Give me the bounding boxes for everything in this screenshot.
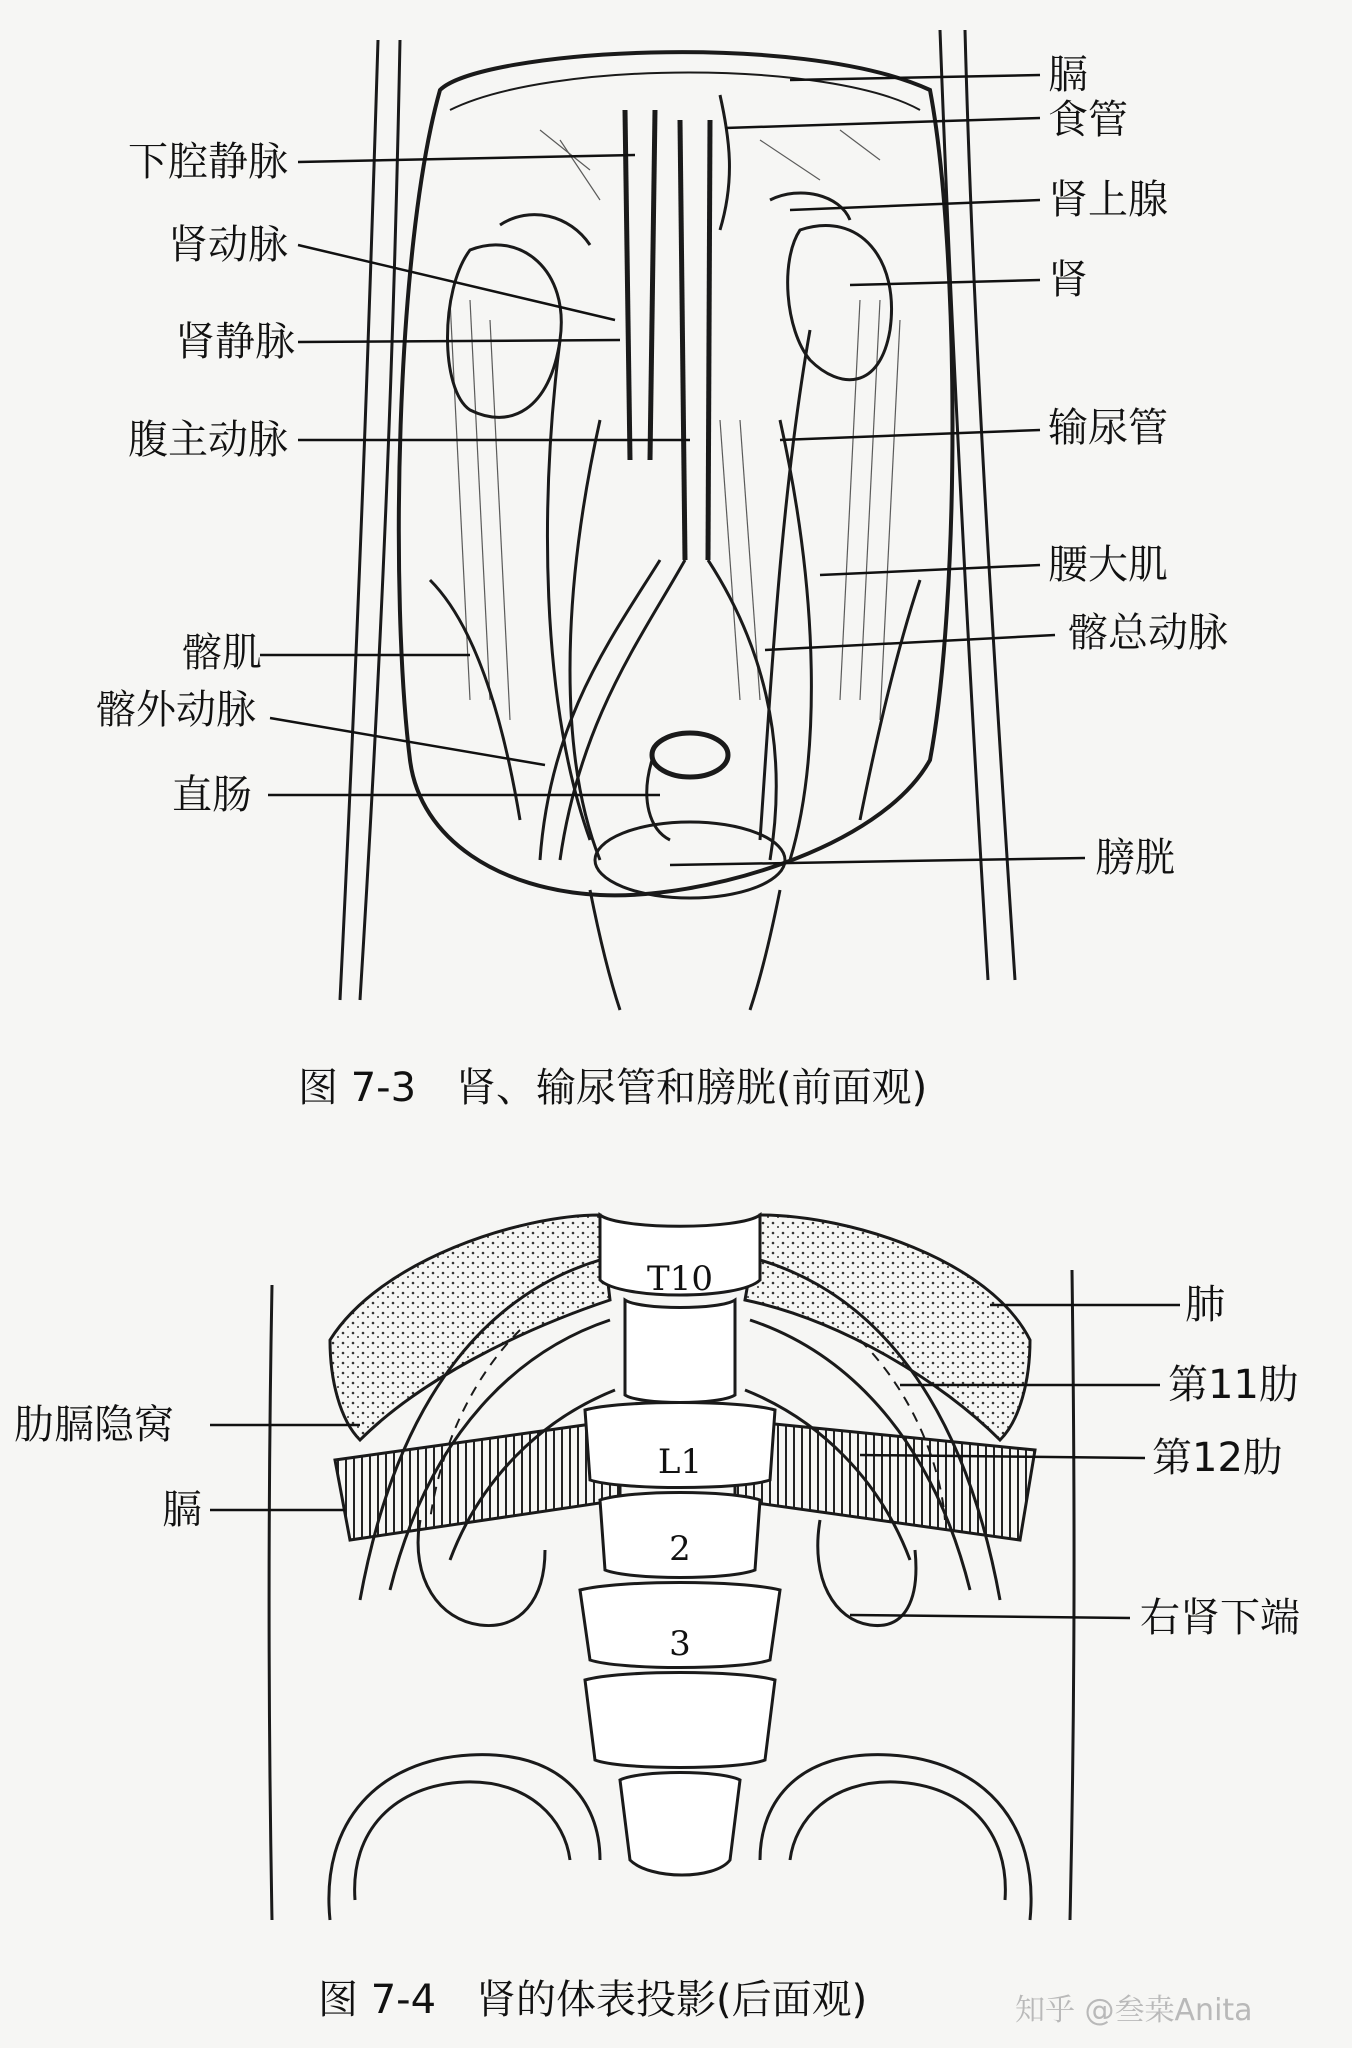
left-kidney-shape xyxy=(448,245,562,417)
right-lung-shape xyxy=(745,1215,1030,1440)
label-adrenal-gland: 肾上腺 xyxy=(1048,177,1168,223)
label-lung: 肺 xyxy=(1185,1282,1225,1328)
label-abdominal-aorta: 腹主动脉 xyxy=(128,417,288,463)
label-common-iliac-artery: 髂总动脉 xyxy=(1068,610,1228,656)
torso-right-line xyxy=(965,30,1015,980)
figure-7-3-caption: 图 7-3 肾、输尿管和膀胱(前面观) xyxy=(298,1065,928,1111)
leader-diaphragm xyxy=(790,75,1040,80)
left-lung-shape xyxy=(330,1215,610,1440)
leader-ureter xyxy=(780,430,1040,440)
label-esophagus: 食管 xyxy=(1048,97,1128,143)
watermark: 知乎 @叁桒Anita xyxy=(1015,1993,1253,2028)
vertebra-label-l3: 3 xyxy=(669,1624,691,1664)
right-kidney-shape xyxy=(788,226,892,380)
kidney-left-outline xyxy=(418,1520,545,1626)
label-rib-12: 第12肋 xyxy=(1152,1435,1283,1481)
diaphragm-right-band xyxy=(735,1420,1035,1540)
figure-7-4-caption: 图 7-4 肾的体表投影(后面观) xyxy=(318,1977,868,2023)
back-left-outline xyxy=(269,1285,272,1920)
vertebra-label-t10: T10 xyxy=(647,1259,713,1299)
label-renal-artery: 肾动脉 xyxy=(168,222,288,268)
leader-ivc xyxy=(298,155,635,162)
label-rib-11: 第11肋 xyxy=(1168,1362,1299,1408)
leader-psoas xyxy=(820,565,1040,575)
label-kidney: 肾 xyxy=(1048,257,1088,303)
leader-bladder xyxy=(670,858,1085,865)
label-inferior-vena-cava: 下腔静脉 xyxy=(128,139,288,185)
label-bladder: 膀胱 xyxy=(1095,835,1175,881)
leader-kidney xyxy=(850,280,1040,285)
leader-esophagus xyxy=(725,118,1040,128)
figure-7-4-illustration xyxy=(0,1180,1352,1940)
leader-right-kidney-lower-pole xyxy=(850,1615,1130,1618)
leader-adrenal xyxy=(790,200,1040,210)
leader-renal-artery xyxy=(298,245,615,320)
label-renal-vein: 肾静脉 xyxy=(175,319,295,365)
label-psoas-major: 腰大肌 xyxy=(1048,542,1168,588)
label-rectum: 直肠 xyxy=(172,772,252,818)
label-external-iliac-artery: 髂外动脉 xyxy=(96,687,256,733)
leader-renal-vein xyxy=(298,340,620,342)
label-diaphragm-2: 膈 xyxy=(162,1487,202,1533)
back-right-outline xyxy=(1070,1270,1074,1920)
torso-left-line xyxy=(340,40,378,1000)
label-iliacus: 髂肌 xyxy=(182,630,262,676)
leader-common-iliac xyxy=(765,635,1055,650)
label-costodiaphragmatic-recess: 肋膈隐窝 xyxy=(14,1402,174,1448)
vertebra-label-l2: 2 xyxy=(669,1529,691,1569)
vertebra-label-l1: L1 xyxy=(657,1442,703,1482)
label-ureter: 输尿管 xyxy=(1048,405,1168,451)
label-right-kidney-lower-pole: 右肾下端 xyxy=(1140,1595,1300,1641)
label-diaphragm: 膈 xyxy=(1048,52,1088,98)
